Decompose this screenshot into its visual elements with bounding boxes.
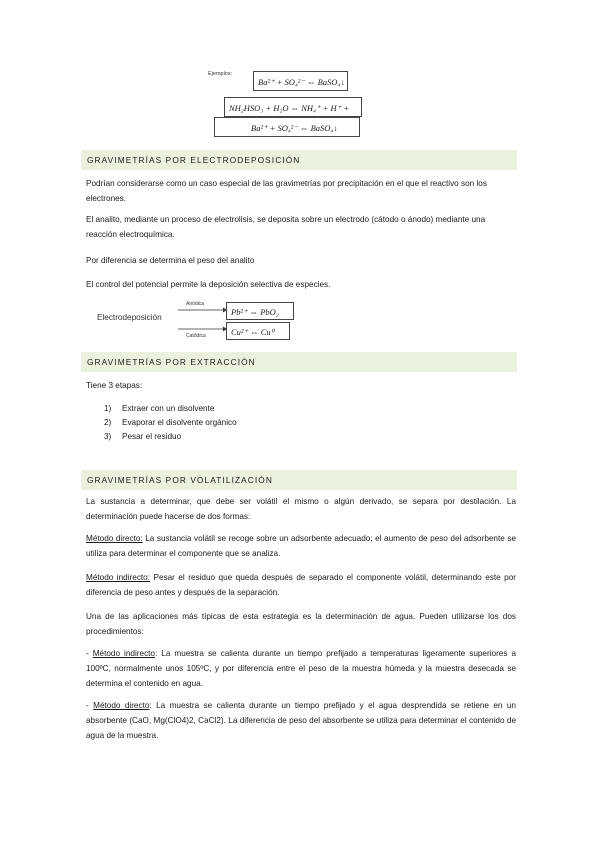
section-heading-volatilization: GRAVIMETRÍAS POR VOLATILIZACIÓN	[81, 470, 517, 490]
electro-paragraph-4: El control del potencial permite la deposición selectiva de especies.	[86, 280, 331, 289]
volatil-water-paragraph: Una de las aplicaciones más típicas de esta estrategia es la determinación de agua. Pueden utilizarse los dos procedimientos:	[86, 612, 516, 636]
list-item: 1) Extraer con un disolvente	[104, 404, 215, 413]
formula-precipitation-2: Ba²⁺ + SO₄²⁻ ⇔ BaSO₄↓	[214, 117, 360, 137]
list-item: 2) Evaporar el disolvente orgánico	[104, 418, 237, 427]
examples-label: Ejemplos:	[208, 71, 233, 77]
reaction-arrows	[176, 300, 228, 340]
list-item: 3) Pesar el residuo	[104, 432, 182, 441]
formula-precipitation: Ba²⁺ + SO₄²⁻ ⇔ BaSO₄↓	[253, 71, 348, 91]
water-indirect-label: Método indirecto	[92, 649, 155, 658]
electro-paragraph-1: Podrían considerarse como un caso especial de las gravimetrías por precipitación en el que el reactivo son los electrones.	[86, 179, 487, 203]
anodic-label: Anódica	[186, 301, 205, 307]
water-indirect-method: - Método indirecto: La muestra se calienta durante un tiempo prefijado a temperaturas ligeramente superiores a 100ºC, normalmente unos 105ºC, y por diferencia entre el peso de la muestra húmeda y la muestra desecada se determina el contenido en agua.	[86, 649, 517, 688]
direct-method-label: Método directo:	[86, 534, 143, 543]
volatil-paragraph-1: La sustancia a determinar, que debe ser volátil el mismo o algún derivado, se separa por destilación. La determinación puede hacerse de dos formas:	[86, 497, 516, 521]
water-direct-method: - Método directo: La muestra se calienta durante un tiempo prefijado y el agua desprendida se retiene en un absorbente (CaO, Mg(ClO4)2, CaCl2). La diferencia de peso del absorbente se utiliza para determinar el contenido de agua de la muestra.	[86, 701, 516, 740]
anodic-formula: Pb²⁺ ⇔ PbO₂	[226, 302, 294, 320]
section-heading-electrodeposition: GRAVIMETRÍAS POR ELECTRODEPOSICIÓN	[81, 150, 517, 170]
cathodic-label: Catódica	[186, 333, 206, 339]
volatil-indirect-method: Método indirecto: Pesar el residuo que queda después de separado el componente volátil, determinando este por diferencia de peso antes y después de la separación.	[86, 573, 516, 597]
indirect-method-label: Método indirecto:	[86, 573, 151, 582]
electrodeposition-label: Electrodeposición	[97, 313, 162, 322]
extraction-intro: Tiene 3 etapas:	[86, 381, 143, 390]
cathodic-formula: Cu²⁺ ⇔ Cu⁰	[226, 322, 290, 340]
electro-paragraph-3: Por diferencia se determina el peso del analito	[86, 256, 255, 265]
formula-sulfamic: NH₂HSO₃ + H₂O ⇔ NH₄⁺ + H⁺ +	[224, 97, 362, 117]
section-heading-extraction: GRAVIMETRÍAS POR EXTRACCIÓN	[81, 352, 517, 372]
extraction-steps	[104, 402, 237, 444]
water-direct-label: Método directo	[93, 701, 150, 710]
volatil-direct-method: Método directo: La sustancia volátil se recoge sobre un adsorbente adecuado; el aumento de peso del adsorbente se utiliza para determinar el componente que se analiza.	[86, 534, 516, 558]
electro-paragraph-2: El analito, mediante un proceso de electrolisis, se deposita sobre un electrodo (cátodo o ánodo) mediante una reacción electroquímica.	[86, 215, 486, 239]
